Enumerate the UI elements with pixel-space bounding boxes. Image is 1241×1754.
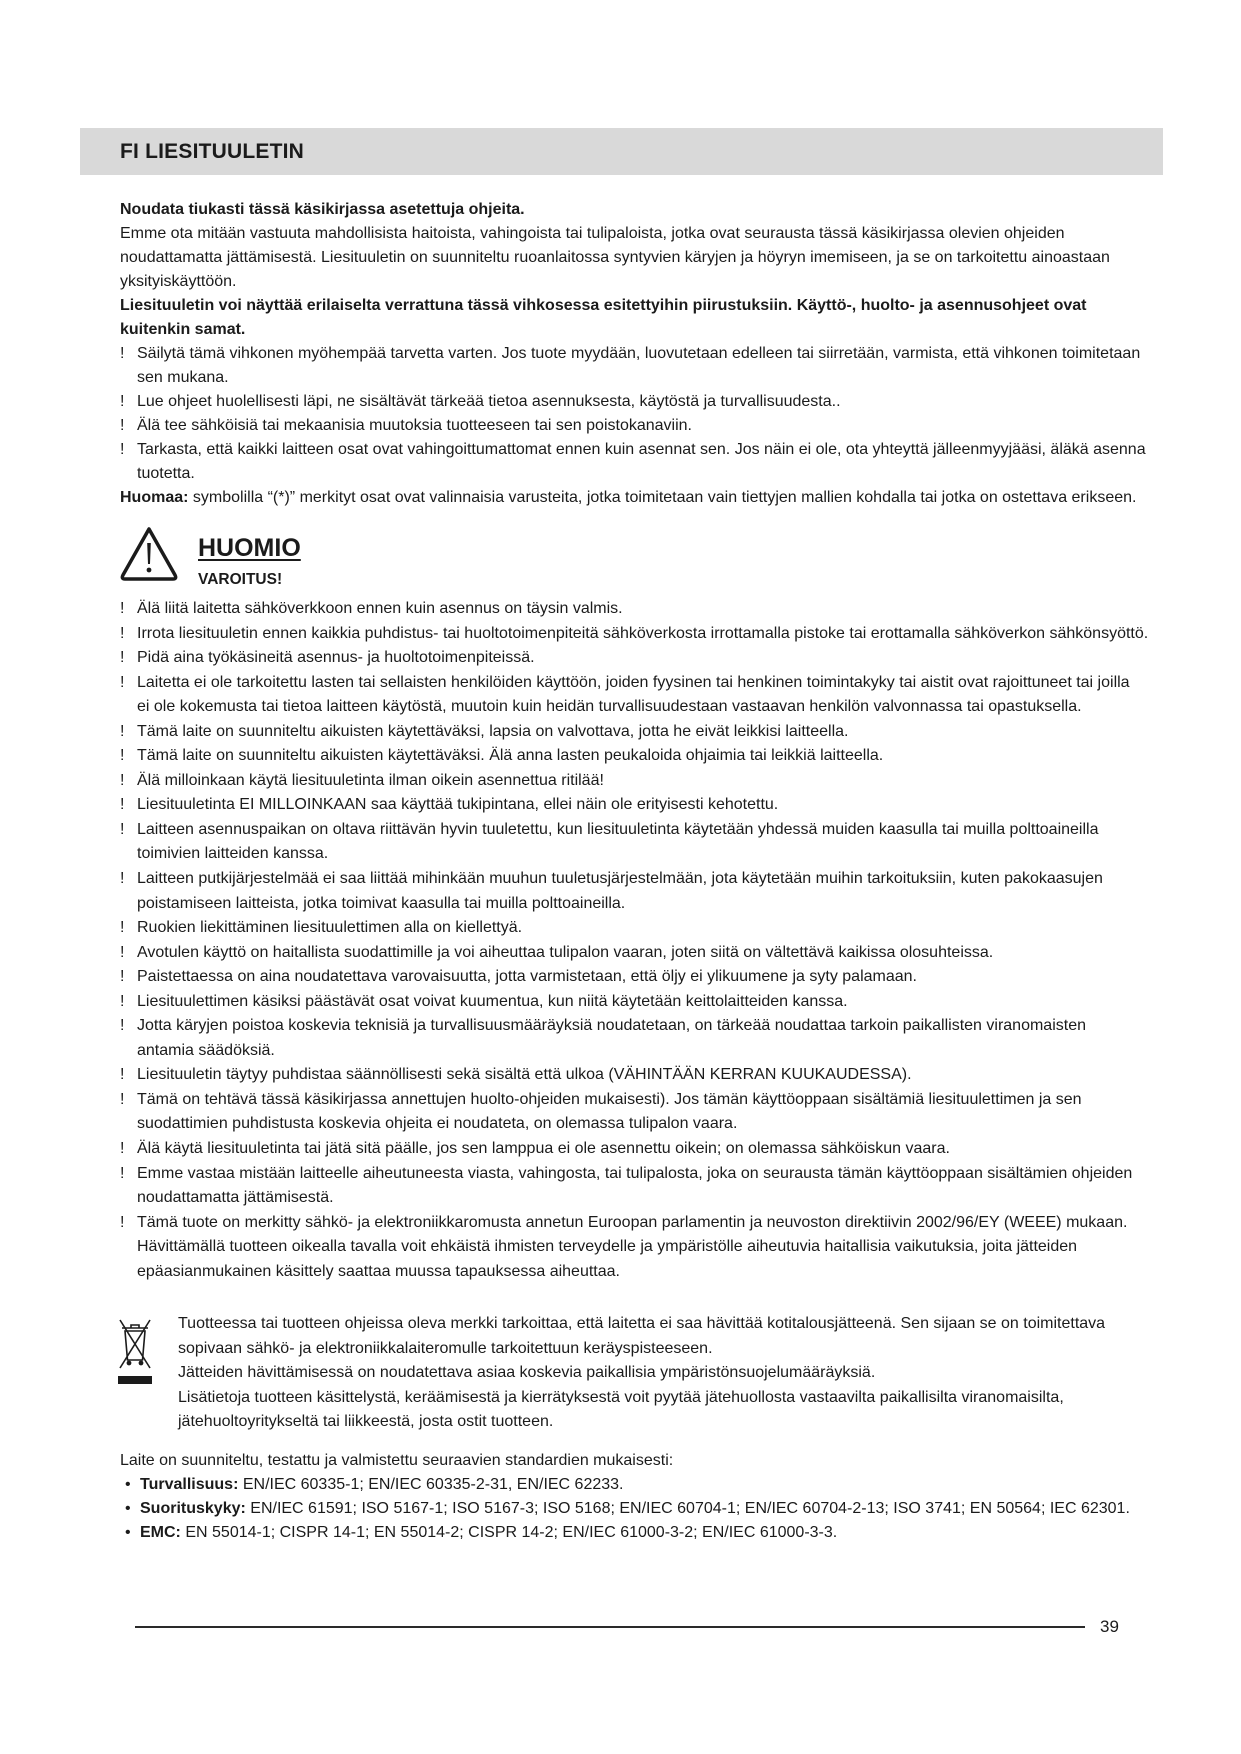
page-number: 39	[1100, 1617, 1119, 1636]
warning-list	[120, 597, 1210, 1284]
appearance-note: Liesituuletin voi näyttää erilaiselta verrattuna tässä vihkosessa esitettyihin piirustuksiin. Käyttö-, huolto- ja asennusohjeet ovat kuitenkin samat.	[120, 297, 1087, 338]
exclamation-marker: !	[120, 649, 125, 667]
list-item-text: Laitteen putkijärjestelmää ei saa liittää mihinkään muuhun tuuletusjärjestelmään, jota käytetään muihin tarkoituksiin, kuten pakokaasujen poistamiseen laitteista, jotka toimivat kaasulla tai muilla polttoaineilla.	[137, 870, 1103, 912]
standards-section	[120, 1449, 1210, 1545]
list-item-text: Säilytä tämä vihkonen myöhempää tarvetta varten. Jos tuote myydään, luovutetaan edelleen tai siirretään, varmista, että vihkonen toimitetaan sen mukana.	[137, 345, 1141, 386]
warning-list-item	[120, 597, 1210, 622]
lead-instruction: Noudata tiukasti tässä käsikirjassa asetettuja ohjeita.	[120, 201, 525, 218]
list-item-text: Tämä laite on suunniteltu aikuisten käytettäväksi. Älä anna lasten peukaloida ohjaimia tai leikkiä laitteella.	[137, 747, 884, 765]
intro-list-item	[120, 342, 1210, 390]
exclamation-marker: !	[120, 747, 125, 765]
exclamation-marker: !	[120, 345, 125, 362]
exclamation-marker: !	[120, 1140, 125, 1158]
bullet-marker: •	[125, 1476, 131, 1493]
disposal-section	[178, 1312, 1218, 1435]
list-item-text: Lue ohjeet huolellisesti läpi, ne sisältävät tärkeää tietoa asennuksesta, käytöstä ja turvallisuudesta..	[137, 393, 841, 410]
disposal-paragraph: Tuotteessa tai tuotteen ohjeissa oleva merkki tarkoittaa, että laitetta ei saa hävittää kotitalousjätteenä. Sen sijaan se on toimitettava sopivaan sähkö- ja elektroniikkalaiteromulle tarkoitettuun keräyspisteeseen.	[178, 1315, 1106, 1357]
exclamation-marker: !	[120, 441, 125, 458]
footer-rule	[135, 1626, 1085, 1628]
note-text: symbolilla “(*)” merkityt osat ovat valinnaisia varusteita, jotka toimitetaan vain tiettyjen mallien kohdalla tai jotka on ostettava erikseen.	[192, 489, 1137, 506]
list-item-text: Tarkasta, että kaikki laitteen osat ovat vahingoittumattomat ennen kuin asennat sen. Jos näin ei ole, ota yhteyttä jälleenmyyjääsi, äläkä asenna tuotetta.	[137, 441, 1146, 482]
exclamation-marker: !	[120, 1017, 125, 1035]
exclamation-marker: !	[120, 796, 125, 814]
list-item-text: Tämä tuote on merkitty sähkö- ja elektroniikkaromusta annetun Euroopan parlamentin ja neuvoston direktiivin 2002/96/EY (WEEE) mukaan. Hävittämällä tuotteen oikealla tavalla voit ehkäistä ihmisten terveydelle ja ympäristölle aiheutuvia haitallisia vaikutuksia, joita jätteiden epäasianmukainen käsittely saattaa muussa tapauksessa aiheuttaa.	[137, 1213, 1128, 1280]
exclamation-marker: !	[120, 992, 125, 1010]
standards-intro: Laite on suunniteltu, testattu ja valmistettu seuraavien standardien mukaisesti:	[120, 1452, 674, 1469]
disposal-paragraph: Jätteiden hävittämisessä on noudatettava asiaa koskevia paikallisia ympäristönsuojelumääräyksiä.	[178, 1364, 876, 1381]
list-item-text: Paistettaessa on aina noudatettava varovaisuutta, jotta varmistetaan, että öljy ei ylikuumene ja syty palamaan.	[137, 968, 917, 986]
disposal-paragraph: Lisätietoja tuotteen käsittelystä, keräämisestä ja kierrätyksestä voit pyytää jätehuollosta vastaavilta paikallisilta viranomaisilta, jätehuoltoyritykseltä tai liikkeestä, josta ostit tuotteen.	[178, 1388, 1064, 1430]
exclamation-marker: !	[120, 943, 125, 961]
list-item-text: Liesituulettimen käsiksi päästävät osat voivat kuumentua, kun niitä käytetään keittolaitteiden kanssa.	[137, 992, 848, 1010]
exclamation-marker: !	[120, 870, 125, 888]
exclamation-marker: !	[120, 417, 125, 434]
standards-list-item	[120, 1521, 1210, 1545]
warning-list-item	[120, 941, 1210, 966]
list-item-text: Liesituuletinta EI MILLOINKAAN saa käyttää tukipintana, ellei näin ole erityisesti kehotettu.	[137, 796, 779, 814]
warning-subheading: VAROITUS!	[198, 571, 283, 588]
warning-list-item	[120, 720, 1210, 745]
exclamation-marker: !	[120, 820, 125, 838]
warning-list-item	[120, 769, 1210, 794]
warning-list-item	[120, 671, 1210, 720]
warning-list-item	[120, 793, 1210, 818]
warning-list-item	[120, 1088, 1210, 1137]
warning-list-item	[120, 1063, 1210, 1088]
list-item-text: Älä liitä laitetta sähköverkkoon ennen kuin asennus on täysin valmis.	[137, 600, 623, 617]
warning-list-item	[120, 1211, 1210, 1285]
list-item-text: Avotulen käyttö on haitallista suodattimille ja voi aiheuttaa tulipalon vaaran, joten siitä on vältettävä kaikissa olosuhteissa.	[137, 943, 994, 961]
intro-list-item	[120, 414, 1210, 438]
exclamation-marker: !	[120, 1164, 125, 1182]
list-item-text: Tämä on tehtävä tässä käsikirjassa annettujen huolto-ohjeiden mukaisesti). Jos tämän käyttöoppaan sisältämiä liesituulettimen ja sen suodattimien puhdistusta koskevia ohjeita ei noudateta, on olemassa tulipalon vaara.	[137, 1090, 1082, 1133]
standards-list-item	[120, 1473, 1210, 1497]
list-item-text: Liesituuletin täytyy puhdistaa säännöllisesti sekä sisältä että ulkoa (VÄHINTÄÄN KERRAN KUUKAUDESSA).	[137, 1066, 912, 1084]
standards-item-text	[140, 1497, 1130, 1521]
exclamation-marker: !	[120, 1213, 125, 1231]
warning-list-item	[120, 1014, 1210, 1063]
intro-section	[120, 198, 1210, 510]
standards-item-text	[140, 1473, 624, 1497]
exclamation-marker: !	[120, 1090, 125, 1108]
standards-item-label: Turvallisuus:	[140, 1476, 239, 1493]
section-header-band	[80, 128, 1163, 175]
standards-item-label: EMC:	[140, 1524, 181, 1541]
warning-triangle-icon	[118, 524, 180, 582]
intro-list-item	[120, 390, 1210, 414]
exclamation-marker: !	[120, 393, 125, 410]
list-item-text: Älä milloinkaan käytä liesituuletinta ilman oikein asennettua ritilää!	[137, 771, 604, 789]
bullet-marker: •	[125, 1524, 131, 1541]
warning-list-item	[120, 990, 1210, 1015]
list-item-text: Irrota liesituuletin ennen kaikkia puhdistus- tai huoltotoimenpiteitä sähköverkosta irrottamalla pistoke tai erottamalla sähköverkon sähkönsyöttö.	[137, 624, 1149, 642]
warning-list-item	[120, 622, 1210, 647]
standards-item-value: EN/IEC 61591; ISO 5167-1; ISO 5167-3; ISO 5168; EN/IEC 60704-1; EN/IEC 60704-2-13; ISO 3741; EN 50564; IEC 62301.	[250, 1500, 1130, 1517]
list-item-text: Älä käytä liesituuletinta tai jätä sitä päälle, jos sen lamppua ei ole asennettu oikein; on olemassa sähköiskun vaara.	[137, 1140, 950, 1158]
standards-item-value: EN/IEC 60335-1; EN/IEC 60335-2-31, EN/IEC 62233.	[242, 1476, 624, 1493]
note-label: Huomaa:	[120, 489, 189, 506]
warning-list-item	[120, 818, 1210, 867]
crossed-out-wheelie-bin-icon	[116, 1314, 154, 1388]
standards-item-text	[140, 1521, 837, 1545]
list-item-text: Älä tee sähköisiä tai mekaanisia muutoksia tuotteeseen tai sen poistokanaviin.	[137, 417, 692, 434]
list-item-text: Pidä aina työkäsineitä asennus- ja huoltotoimenpiteissä.	[137, 649, 535, 667]
list-item-text: Tämä laite on suunniteltu aikuisten käytettäväksi, lapsia on valvottava, jotta he eivät leikkisi laitteella.	[137, 722, 849, 740]
standards-list-item	[120, 1497, 1210, 1521]
disclaimer-paragraph: Emme ota mitään vastuuta mahdollisista haitoista, vahingoista tai tulipaloista, jotka ovat seurausta tässä käsikirjassa olevien ohjeiden noudattamatta jättämisestä. Liesituuletin on suunniteltu ruoanlaitossa syntyvien käryjen ja höyryn imemiseen, ja se on tarkoitettu ainoastaan yksityiskäyttöön.	[120, 225, 1110, 290]
exclamation-marker: !	[120, 624, 125, 642]
list-item-text: Jotta käryjen poistoa koskevia teknisiä ja turvallisuusmääräyksiä noudatetaan, on tärkeää noudattaa tarkoin paikallisten viranomaisten antamia säädöksiä.	[137, 1017, 1086, 1059]
warning-list-item	[120, 1162, 1210, 1211]
warning-list-item	[120, 916, 1210, 941]
exclamation-marker: !	[120, 771, 125, 789]
warning-list-item	[120, 965, 1210, 990]
list-item-text: Ruokien liekittäminen liesituulettimen alla on kiellettyä.	[137, 919, 523, 937]
warning-heading: HUOMIO	[198, 534, 301, 562]
warning-list-item	[120, 1137, 1210, 1162]
exclamation-marker: !	[120, 1066, 125, 1084]
warning-list-item	[120, 867, 1210, 916]
exclamation-marker: !	[120, 600, 125, 617]
section-title: FI LIESITUULETIN	[120, 140, 305, 163]
bullet-marker: •	[125, 1500, 131, 1517]
exclamation-marker: !	[120, 722, 125, 740]
warning-list-item	[120, 744, 1210, 769]
list-item-text: Laitetta ei ole tarkoitettu lasten tai sellaisten henkilöiden käyttöön, joiden fyysinen tai henkinen toimintakyky tai aistit ovat rajoittuneet tai joilla ei ole kokemusta tai tietoa laitteen käytöstä, muutoin kuin heidän turvallisuudestaan vastaavan henkilön valvonnassa tai opastuksella.	[137, 673, 1130, 716]
standards-item-value: EN 55014-1; CISPR 14-1; EN 55014-2; CISPR 14-2; EN/IEC 61000-3-2; EN/IEC 61000-3-3.	[185, 1524, 838, 1541]
intro-list-item	[120, 438, 1210, 486]
exclamation-marker: !	[120, 673, 125, 691]
exclamation-marker: !	[120, 919, 125, 937]
standards-item-label: Suorituskyky:	[140, 1500, 246, 1517]
optional-parts-note	[120, 486, 1210, 510]
list-item-text: Laitteen asennuspaikan on oltava riittävän hyvin tuuletettu, kun liesituuletinta käytetään yhdessä muiden kaasulla tai muilla polttoaineilla toimivien laitteiden kanssa.	[137, 820, 1099, 863]
warning-list-item	[120, 646, 1210, 671]
list-item-text: Emme vastaa mistään laitteelle aiheutuneesta viasta, vahingosta, tai tulipalosta, joka on seurausta tämän käyttöoppaan sisältämien ohjeiden noudattamatta jättämisestä.	[137, 1164, 1133, 1207]
exclamation-marker: !	[120, 968, 125, 986]
